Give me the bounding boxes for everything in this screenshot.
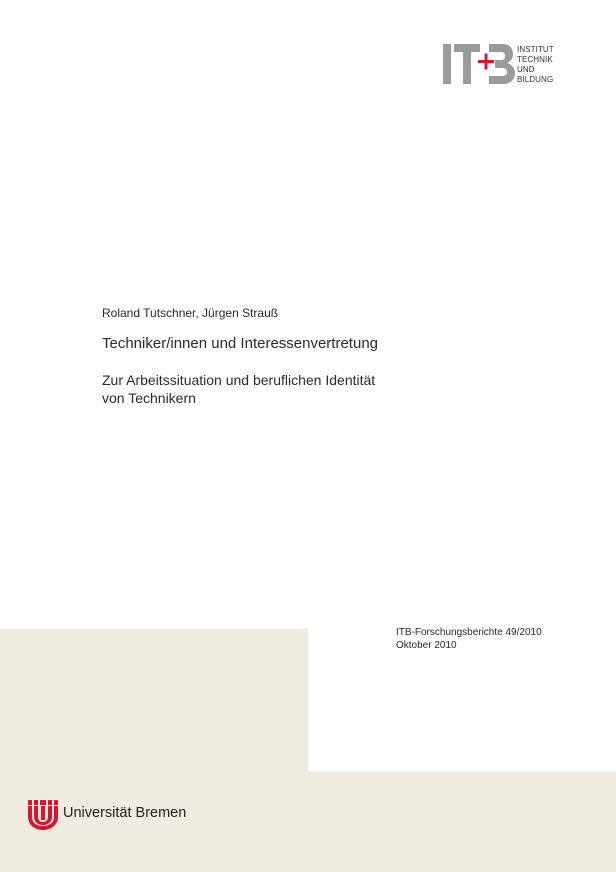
document-subtitle (102, 371, 442, 407)
document-title: Techniker/innen und Interessenvertretung (102, 335, 379, 352)
series-info (396, 626, 542, 652)
itb-logo-mark (443, 42, 515, 88)
authors: Roland Tutschner, Jürgen Strauß (102, 306, 279, 320)
itb-line-2: TECHNIK (517, 55, 553, 64)
university-logo (27, 798, 227, 830)
itb-logo-text (517, 45, 554, 85)
subtitle-line-1: Zur Arbeitssituation und beruflichen Identität (102, 372, 376, 388)
series-date: Oktober 2010 (396, 640, 457, 651)
subtitle-line-2: von Technikern (102, 390, 196, 406)
university-name: Universität Bremen (63, 805, 187, 821)
itb-line-3: UND (517, 65, 535, 74)
itb-line-4: BILDUNG (517, 75, 554, 84)
itb-logo (443, 42, 563, 88)
series-name: ITB-Forschungsberichte 49/2010 (396, 627, 542, 638)
university-key-icon (27, 798, 59, 830)
itb-line-1: INSTITUT (517, 45, 554, 54)
